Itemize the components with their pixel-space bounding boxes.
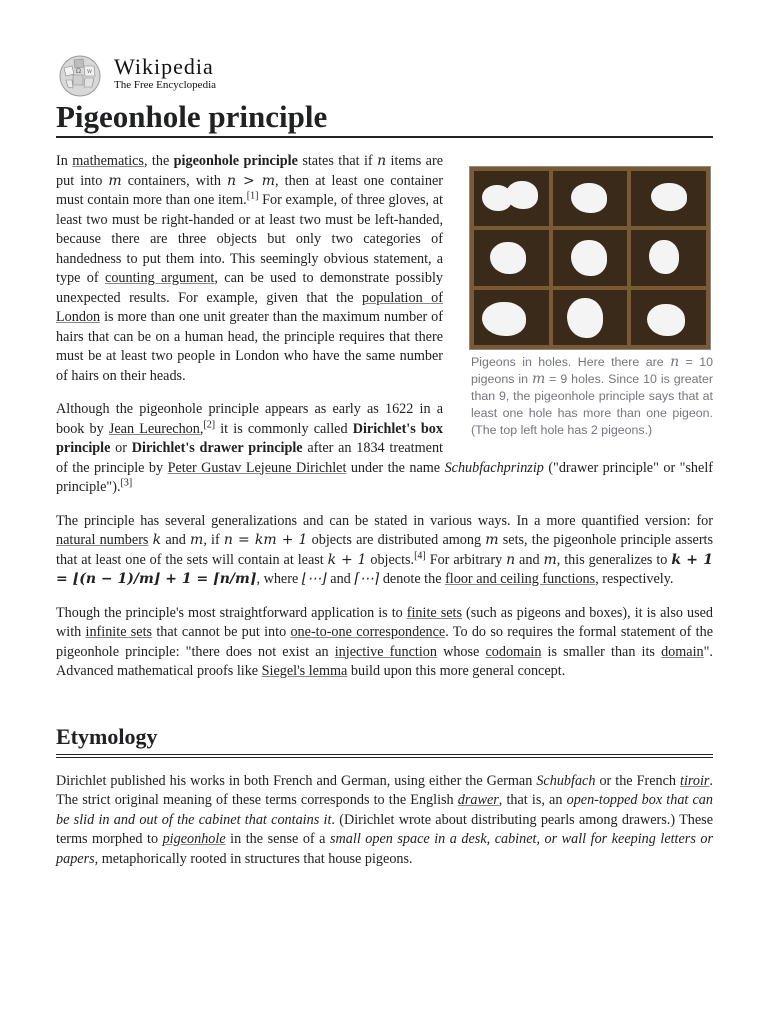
paragraph-generalization: The principle has several generalizations and can be stated in various ways. In a more quantified version: for natural numbers k and m, if n = km + 1 objects are distributed among m sets, the pigeonhole principle asserts that at least one of the sets will contain at least k + 1 objects.[4] For arbitrary n and m, this generalizes to k + 1 = ⌊(n − 1)/m⌋ + 1 = ⌈n/m⌉, where ⌊⋯⌋ and ⌈⋯⌉ denote the floor and ceiling functions, respectively.	[56, 512, 714, 587]
link-tiroir[interactable]: tiroir	[680, 772, 710, 789]
link-population-of-london[interactable]: population of London	[56, 289, 443, 325]
paragraph-etymology: Dirichlet published his works in both French and German, using either the German Schubfach or the French tiroir. The strict original meaning of these terms corresponds to the English drawer, that is, an open-topped box that can be slid in and out of the cabinet that contains it. (Dirichlet wrote about distributing pearls among drawers.) These terms morphed to pigeonhole in the sense of a small open space in a desk, cabinet, or wall for keeping letters or papers, metaphorically rooted in structures that house pigeons.	[56, 772, 713, 867]
section-heading-etymology: Etymology	[56, 722, 713, 758]
link-jean-leurechon[interactable]: Jean Leurechon	[108, 420, 200, 437]
hole	[553, 171, 628, 226]
link-drawer[interactable]: drawer	[457, 792, 499, 808]
figure-caption: Pigeons in holes. Here there are n = 10 pigeons in m = 9 holes. Since 10 is greater than 9, the pigeonhole principle says that at least one hole has more than one pigeon. (The top left hole has 2 pigeons.)	[471, 354, 713, 437]
link-counting-argument[interactable]: counting argument	[105, 270, 215, 286]
article	[56, 52, 713, 869]
svg-text:W: W	[87, 69, 93, 75]
link-domain[interactable]: domain	[661, 643, 704, 660]
wikipedia-globe-icon[interactable]	[56, 54, 104, 98]
hole	[631, 171, 706, 226]
hole	[553, 290, 628, 345]
paragraph-infinite: Though the principle's most straightforward application is to finite sets (such as pigeons and boxes), it is also used with infinite sets that cannot be put into one-to-one correspondence. To do so requires the formal statement of the pigeonhole principle: "there does not exist an injective function whose codomain is smaller than its domain". Advanced mathematical proofs like Siegel's lemma build upon this more general concept.	[56, 604, 713, 679]
reference-1[interactable]: [1]	[246, 190, 259, 202]
link-floor-and-ceiling[interactable]: floor and ceiling functions	[445, 571, 596, 587]
link-dirichlet[interactable]: Peter Gustav Lejeune Dirichlet	[167, 459, 347, 476]
link-finite-sets[interactable]: finite sets	[406, 604, 463, 621]
reference-3[interactable]: [3]	[120, 477, 133, 489]
link-codomain[interactable]: codomain	[485, 643, 542, 660]
link-natural-numbers[interactable]: natural numbers	[56, 532, 149, 548]
paragraph-intro: In mathematics, the pigeonhole principle states that if n items are put into m containers, with n > m, then at least one container must contain more than one item.[1] For example, of three gloves, at least two must be right-handed or at least two must be left-handed, because there are three objects but only two categories of handedness to put them into. This seemingly obvious statement, a type of counting argument, can be used to demonstrate possibly unexpected results. For example, given that the population of London is more than one unit greater than the maximum number of hairs that can be on a human head, the principle requires that there must be at least two people in London who have the same number of hairs on their heads.	[56, 153, 443, 384]
hole	[631, 290, 706, 345]
paragraph-history: Although the pigeonhole principle appears as early as 1622 in a book by Jean Leurechon,[2] it is commonly called Dirichlet's box principle or Dirichlet's drawer principle after an 1834 treatment of the principle by Peter Gustav Lejeune Dirichlet under the name Schubfachprinzip ("drawer principle" or "shelf principle").[3]	[56, 401, 713, 495]
pigeons-in-holes-image[interactable]	[469, 166, 711, 350]
infobox-figure	[469, 166, 713, 439]
site-header	[56, 52, 713, 98]
page-title: Pigeonhole principle	[56, 98, 713, 138]
site-wordmark[interactable]: Wikipedia	[114, 54, 214, 79]
hole	[474, 290, 549, 345]
link-one-to-one[interactable]: one-to-one correspondence	[290, 624, 446, 640]
site-tagline: The Free Encyclopedia	[114, 79, 217, 91]
reference-4[interactable]: [4]	[414, 549, 426, 561]
link-injective-function[interactable]: injective function	[334, 643, 437, 660]
hole	[474, 171, 549, 226]
article-body	[56, 152, 713, 869]
hole	[631, 230, 706, 285]
hole	[553, 230, 628, 285]
svg-text:Ω: Ω	[76, 68, 81, 75]
link-mathematics[interactable]: mathematics	[72, 153, 144, 169]
hole	[474, 230, 549, 285]
reference-2[interactable]: [2]	[203, 418, 216, 430]
link-infinite-sets[interactable]: infinite sets	[85, 624, 153, 640]
link-pigeonhole[interactable]: pigeonhole	[162, 831, 226, 847]
link-siegels-lemma[interactable]: Siegel's lemma	[261, 663, 348, 679]
